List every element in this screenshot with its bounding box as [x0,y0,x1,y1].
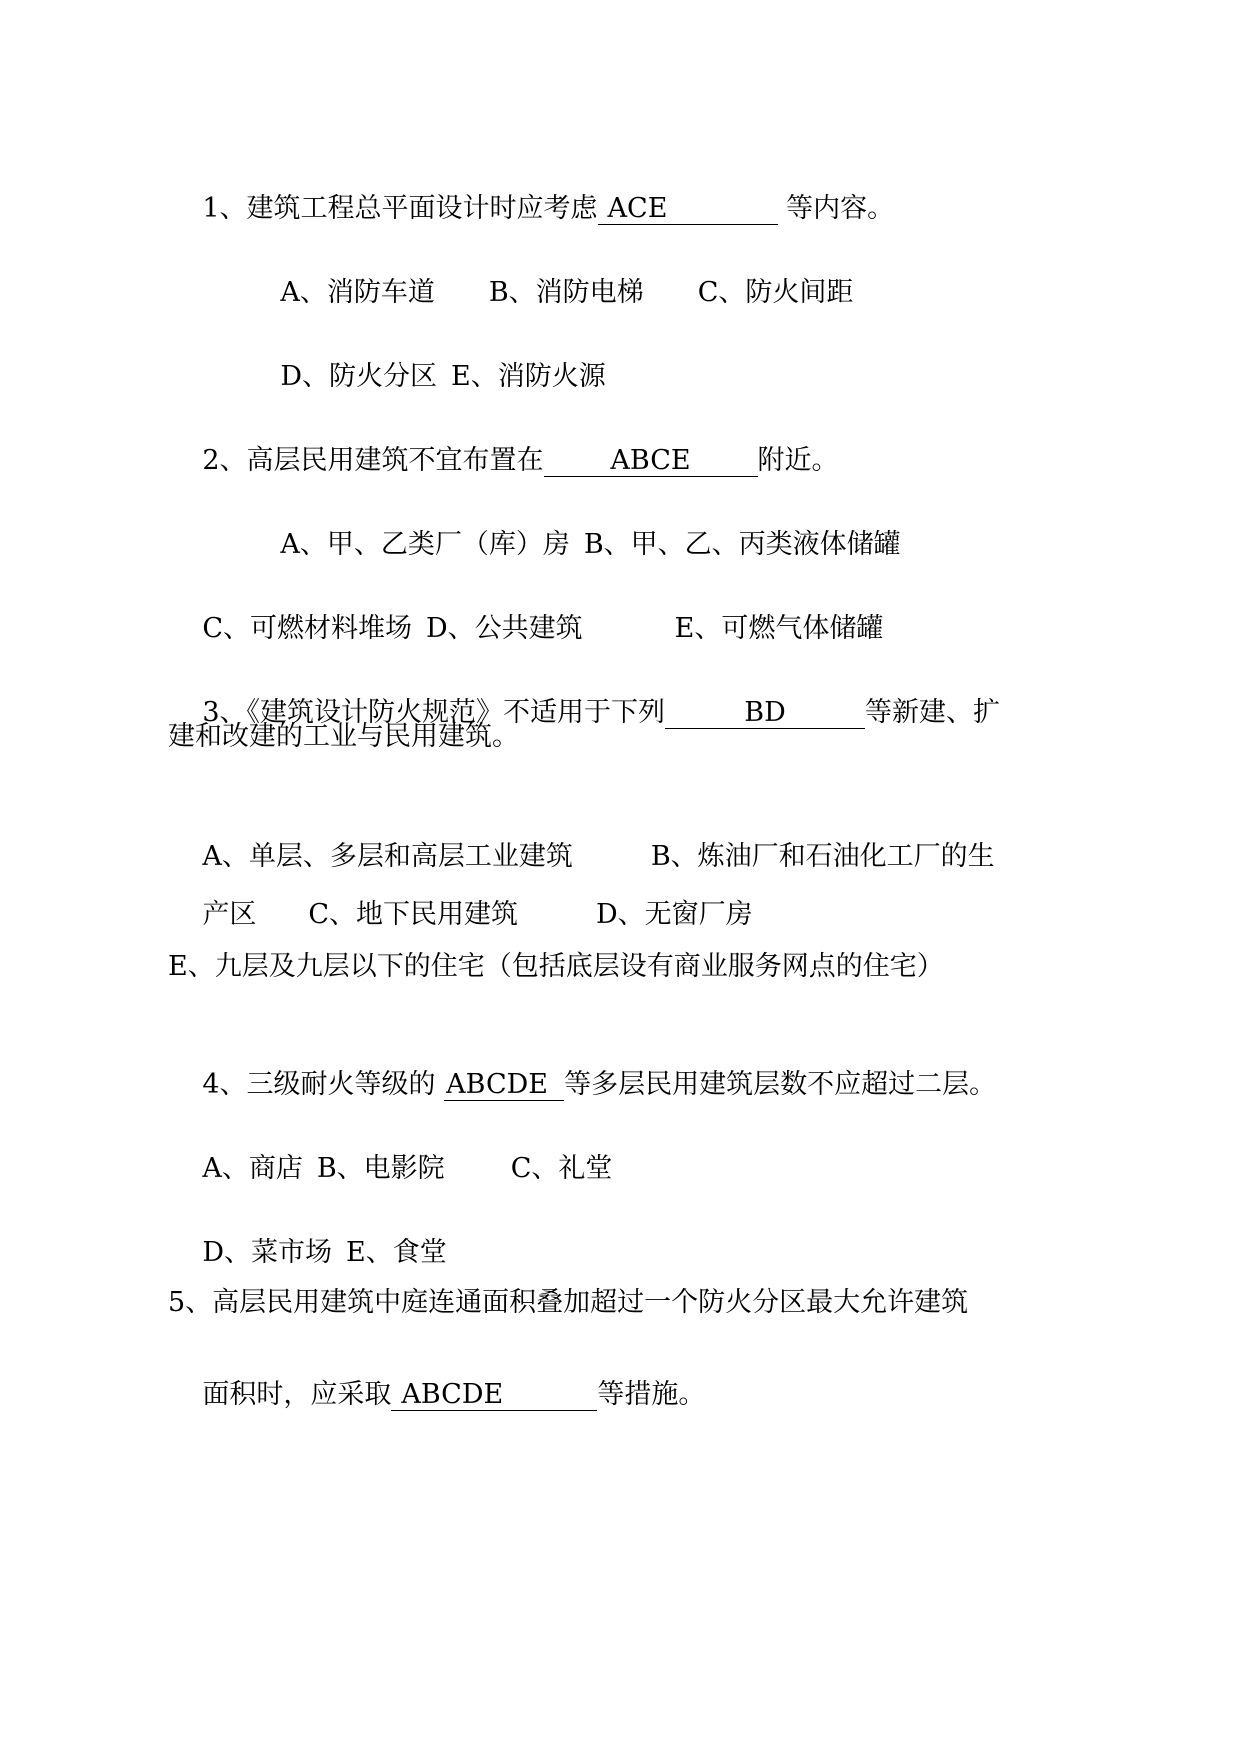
question-5-stem-line-1: 5、高层民用建筑中庭连通面积叠加超过一个防火分区最大允许建筑 [168,1287,969,1318]
question-3-stem-end: 等新建、扩 [865,697,1001,728]
option-3b-continued: 产区 [202,899,257,930]
question-1-stem: 1、建筑工程总平面设计时应考虑 [202,193,598,224]
question-5-answer-blank: ABCDE [391,1380,597,1411]
question-3-answer-blank: BD [665,698,865,729]
option-1b: B、消防电梯 [488,277,644,308]
option-4c: C、礼堂 [510,1153,613,1184]
option-3a: A、单层、多层和高层工业建筑 [202,841,573,872]
question-3-stem: 3、《建筑设计防火规范》不适用于下列 [202,697,666,728]
option-4b: B、电影院 [316,1153,445,1184]
option-4a: A、商店 [202,1153,303,1184]
question-2-answer-blank: ABCE [544,446,758,477]
option-2e: E、可燃气体储罐 [674,613,884,644]
option-4d: D、菜市场 [202,1237,332,1268]
option-3d: D、无窗厂房 [596,899,753,930]
option-1d: D、防火分区 [280,361,437,392]
question-3-stem-line-2: 建和改建的工业与民用建筑。 [168,721,519,752]
question-4-answer-blank: ABCDE [444,1070,564,1101]
option-2c: C、可燃材料堆场 [202,613,413,644]
question-2-stem: 2、高层民用建筑不宜布置在 [202,445,544,476]
question-4-stem-end: 等多层民用建筑层数不应超过二层。 [564,1069,997,1100]
option-1c: C、防火间距 [697,277,854,308]
option-3b: B、炼油厂和石油化工厂的生 [650,841,995,872]
option-2d: D、公共建筑 [426,613,583,644]
question-2-stem-end: 附近。 [757,445,839,476]
option-2a: A、甲、乙类厂（库）房 [280,529,570,560]
option-3c: C、地下民用建筑 [308,899,519,930]
option-2b: B、甲、乙、丙类液体储罐 [583,529,901,560]
question-5-stem: 面积时，应采取 [202,1379,392,1410]
option-1a: A、消防车道 [280,277,435,308]
question-5 [168,1344,705,1446]
question-1-answer-blank: ACE [598,194,778,225]
question-4-stem: 4、三级耐火等级的 [202,1069,445,1100]
option-3e: E、九层及九层以下的住宅（包括底层设有商业服务网点的住宅） [168,951,944,982]
question-1-stem-end: 等内容。 [777,193,895,224]
option-1e: E、消防火源 [451,361,606,392]
option-4e: E、食堂 [346,1237,447,1268]
question-5-stem-end: 等措施。 [597,1379,706,1410]
